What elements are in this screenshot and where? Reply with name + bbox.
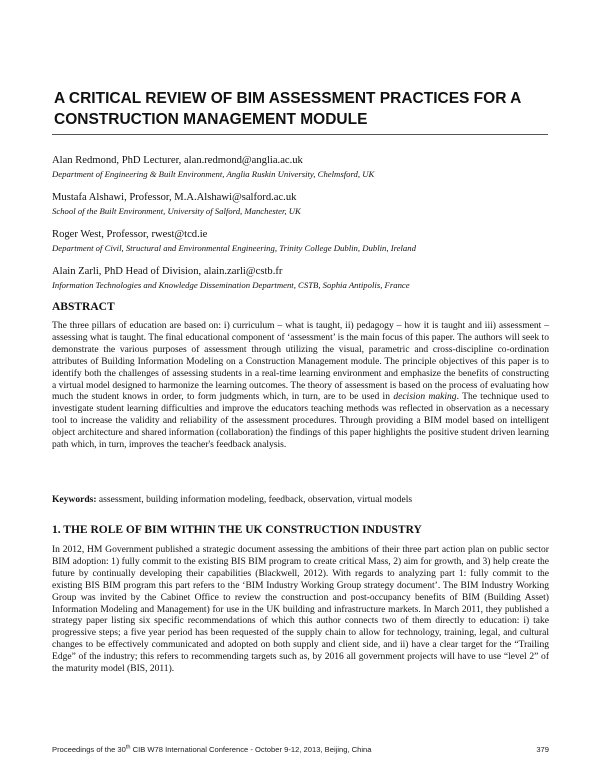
title-rule: [52, 134, 548, 135]
abstract-text: The three pillars of education are based on: i) curriculum – what is taught, ii) pedagogy – how it is taught and iii) assessment – assessing what is taught. The final educational component of ‘assessment’ is the main focus of this paper. The authors will seek to demonstrate the various purposes of assessment through utilizing the visual, parametric and cross-discipline co-ordination attributes of Building Information Modeling on a Construction Management module. The principle objectives of this paper is to identify both the challenges of assessing students in a real-time learning environment and emphasize the benefits of constructing a virtual model designed to harmonize the learning outcomes. The theory of assessment is based on the process of evaluating how much the student knows in order, to form judgments which, in turn, are to be used in: [52, 320, 549, 403]
author-affiliation: Information Technologies and Knowledge Dissemination Department, CSTB, Sophia Antipolis, France: [52, 280, 410, 290]
author-affiliation: School of the Built Environment, University of Salford, Manchester, UK: [52, 206, 301, 216]
section-1-heading: 1. THE ROLE OF BIM WITHIN THE UK CONSTRUCTION INDUSTRY: [52, 524, 422, 536]
author-block: [52, 227, 552, 254]
author-block: [52, 190, 552, 217]
author-name: Mustafa Alshawi, Professor, M.A.Alshawi@salford.ac.uk: [52, 192, 297, 203]
page-number: 379: [536, 745, 549, 754]
footer-text: Proceedings of the 30: [52, 745, 126, 754]
footer-text-continued: CIB W78 International Conference - October 9-12, 2013, Beijing, China: [130, 745, 372, 754]
paper-title: A CRITICAL REVIEW OF BIM ASSESSMENT PRACTICES FOR A CONSTRUCTION MANAGEMENT MODULE: [54, 90, 521, 128]
keywords-text: assessment, building information modeling, feedback, observation, virtual models: [96, 494, 413, 505]
author-list: [52, 153, 552, 301]
footer-superscript: th: [125, 744, 131, 751]
author-block: [52, 153, 552, 180]
keywords-line: [52, 494, 549, 506]
abstract-emphasis: decision making: [393, 391, 457, 403]
keywords-label: Keywords:: [52, 494, 97, 505]
author-name: Alan Redmond, PhD Lecturer, alan.redmond@anglia.ac.uk: [52, 155, 303, 166]
abstract-heading: ABSTRACT: [52, 301, 115, 313]
abstract-body: [52, 320, 549, 451]
author-block: [52, 264, 552, 291]
author-name: Alain Zarli, PhD Head of Division, alain.zarli@cstb.fr: [52, 266, 283, 277]
section-1-body: In 2012, HM Government published a strategic document assessing the ambitions of their three part action plan on public sector BIM adoption: 1) fully commit to the existing BIS BIM program to create critical Mass, 2) aim for growth, and 3) help create the future by continually developing their capabilities (Blackwell, 2012). With regards to analyzing part 1: fully commit to the existing BIS BIM program this part refers to the ‘BIM Industry Working Group strategy document’. The BIM Industry Working Group was invited by the Cabinet Office to review the construction and post-occupancy benefits of BIM (Building Asset) Information Modeling and Management) for use in the UK building and infrastructure markets. In March 2011, they published a strategy paper listing six specific recommendations of which this author connects two of them directly to education: i) take progressive steps; a five year period has been requested of the supply chain to allow for technology, training, legal, and cultural changes to be effectively communicated and adopted on both supply and client side, and ii) have a clear target for the “Trailing Edge” of the industry; this refers to recommending targets such as, by 2016 all government projects will have to use “level 2” of the maturity model (BIS, 2011).: [52, 544, 549, 675]
abstract-text-continued: . The technique used to investigate student learning difficulties and improve the educators teaching methods was reflected in observation as a necessary tool to increase the validity and reliability of the assessment procedures. Through providing a BIM model based on intelligent object architecture and shared information (collaboration) the findings of this paper highlights the positive student driven learning path which, in turn, improves the teacher's feedback analysis.: [52, 391, 550, 451]
author-affiliation: Department of Engineering & Built Environment, Anglia Ruskin University, Chelmsford, UK: [52, 169, 375, 179]
author-affiliation: Department of Civil, Structural and Environmental Engineering, Trinity College Dublin, Dublin, Ireland: [52, 243, 416, 253]
footer-proceedings: [52, 745, 372, 755]
author-name: Roger West, Professor, rwest@tcd.ie: [52, 229, 208, 240]
